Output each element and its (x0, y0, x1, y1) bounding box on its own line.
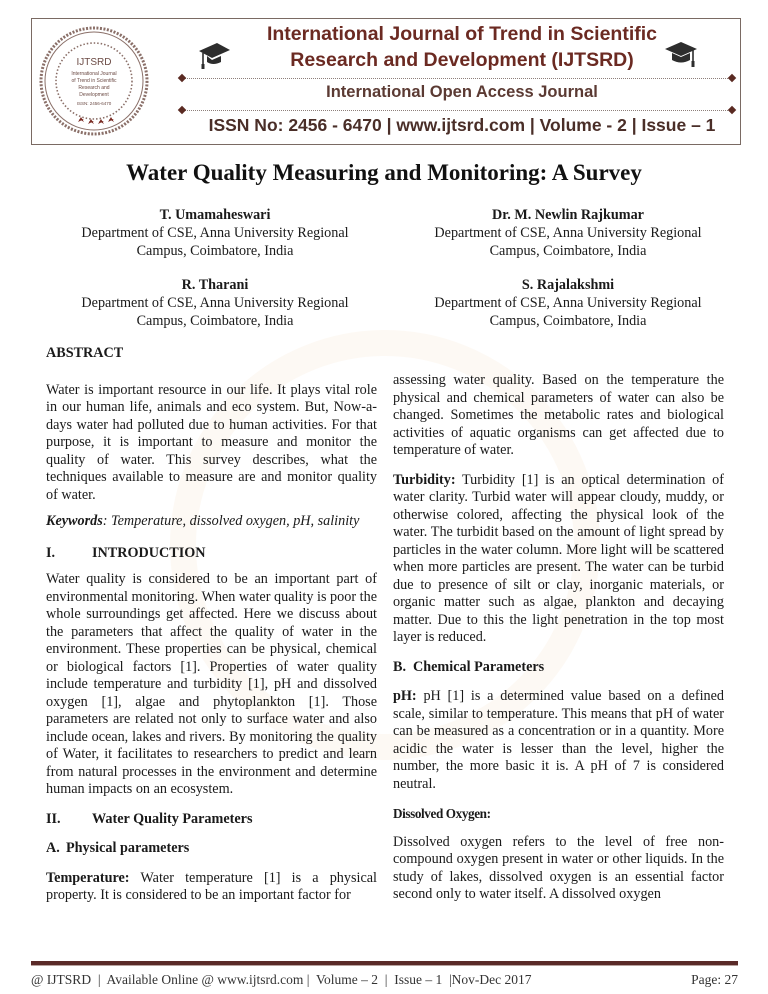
svg-text:IJTSRD: IJTSRD (76, 57, 112, 68)
journal-seal-logo (38, 25, 150, 137)
temperature-paragraph (46, 870, 377, 905)
keywords-text: : Temperature, dissolved oxygen, pH, salinity (102, 513, 360, 529)
footer-citation: @ IJTSRD | Available Online @ www.ijtsrd.com | Volume – 2 | Issue – 1 |Nov-Dec 2017 (31, 972, 532, 987)
svg-text:of Trend in Scientific: of Trend in Scientific (71, 78, 117, 84)
dissolved-oxygen-heading: Dissolved Oxygen: (393, 806, 491, 821)
subsection-number: A. (46, 840, 60, 856)
subsection-number: B. (393, 658, 407, 675)
temperature-continued: assessing water quality. Based on the temperature the physical and chemical parameters of water can also be changed. Sometimes the metabolic rates and biological activities of aquatic organisms can get affected due to temperature of water. (393, 372, 724, 458)
turbidity-label: Turbidity: (393, 471, 456, 488)
section-title: Water Quality Parameters (92, 810, 253, 827)
keywords-label: Keywords (46, 513, 103, 529)
author-affiliation: Department of CSE, Anna University Regional (434, 295, 702, 311)
author-block (50, 276, 380, 330)
svg-text:Research and: Research and (78, 85, 110, 91)
author-affiliation: Campus, Coimbatore, India (489, 243, 647, 259)
subsection-title: Chemical Parameters (413, 658, 545, 675)
right-column (393, 372, 724, 913)
footer-rule (31, 961, 738, 966)
temperature-label: Temperature: (46, 869, 130, 886)
author-affiliation: Campus, Coimbatore, India (489, 313, 647, 329)
paper-title: Water Quality Measuring and Monitoring: A Survey (126, 160, 642, 185)
author-block (403, 276, 733, 330)
author-name: T. Umamaheswari (159, 207, 271, 223)
divider-dotted (182, 78, 732, 79)
ph-text: pH [1] is a determined value based on a defined scale, similar to temperature. This means that pH of water can be measured as a concentration or in a quantity. More acidic the water is lesser than the level, higher the number, the more basic it is. A pH of 7 is considered neutral. (393, 688, 724, 792)
journal-subtitle: International Open Access Journal (326, 83, 598, 101)
dissolved-oxygen-text: Dissolved oxygen refers to the level of free non-compound oxygen present in water or other liquids. In the study of lakes, dissolved oxygen is an essential factor second only to water itself. A dissolved oxygen (393, 833, 724, 902)
subsection-heading-chemical (393, 659, 724, 677)
page-number: Page: 27 (691, 972, 738, 987)
abstract-heading: ABSTRACT (46, 345, 124, 361)
left-column (46, 345, 377, 914)
author-affiliation: Department of CSE, Anna University Regional (81, 295, 349, 311)
svg-text:Development: Development (79, 92, 109, 98)
section-number: I. (46, 544, 56, 561)
ph-label: pH: (393, 688, 417, 704)
subsection-heading-physical (46, 840, 377, 858)
journal-name-line2: Research and Development (IJTSRD) (290, 49, 634, 71)
turbidity-paragraph (393, 472, 724, 647)
author-name: Dr. M. Newlin Rajkumar (492, 207, 644, 223)
ph-paragraph (393, 688, 724, 793)
author-affiliation: Department of CSE, Anna University Regional (434, 225, 702, 241)
author-affiliation: Campus, Coimbatore, India (136, 313, 294, 329)
svg-text:ISSN: 2456-6470: ISSN: 2456-6470 (76, 101, 112, 106)
section-number: II. (46, 810, 61, 827)
section-heading-parameters (46, 811, 377, 829)
author-affiliation: Department of CSE, Anna University Regional (81, 225, 349, 241)
abstract-text: Water is important resource in our life. It plays vital role in our human life, animals and eco system. But, Now-a-days water had polluted due to human activities. For that purpose, it is important to measure and monitor the quality of water. This survey describes, what the techniques available to measure are and monitor quality of water. (46, 381, 377, 503)
introduction-text: Water quality is considered to be an important part of environmental monitoring. When water quality is poor the whole surroundings get affected. Here we discuss about the parameters that affect the quality of water in the environment. These properties can be physical, chemical or biological factors [1]. Properties of water quality include temperature and turbidity [1], pH and dissolved oxygen [1], algae and phytoplankton [1]. Those parameters are related not only to surface water and also include ocean, lakes and rivers. By monitoring the quality of Water, it facilitates to researchers to predict and learn from natural processes in the environment and determine human impacts on an ecosystem. (46, 571, 377, 797)
keywords (46, 513, 377, 531)
turbidity-text: Turbidity [1] is an optical determination of water clarity. Turbid water will appear cloudy, muddy, or otherwise colored, affecting the physical look of the water. The turbidit based on the amount of light spread by particles in the water column. More light will be scattered when more particles are present. The water can be turbid due to presence of silt or clay, inorganic materials, or organic matter such as algae, plankton and decaying matter. Due to this the light penetration in the top most layer is reduced. (393, 471, 724, 645)
svg-text:International Journal: International Journal (71, 71, 117, 77)
author-affiliation: Campus, Coimbatore, India (136, 243, 294, 259)
temperature-text: Water temperature [1] is a physical property. It is considered to be an important factor for (46, 869, 377, 903)
author-name: R. Tharani (181, 277, 249, 293)
subsection-title: Physical parameters (66, 840, 190, 856)
section-heading-introduction (46, 545, 377, 563)
divider-dotted (182, 110, 732, 111)
author-block (403, 206, 733, 260)
page-footer (31, 972, 738, 988)
section-title: INTRODUCTION (92, 544, 206, 561)
journal-masthead (31, 18, 741, 145)
author-name: S. Rajalakshmi (521, 277, 615, 293)
author-block (50, 206, 380, 260)
journal-name-line1: International Journal of Trend in Scientific (266, 23, 658, 45)
issn-volume-line: ISSN No: 2456 - 6470 | www.ijtsrd.com | Volume - 2 | Issue – 1 (208, 115, 716, 135)
